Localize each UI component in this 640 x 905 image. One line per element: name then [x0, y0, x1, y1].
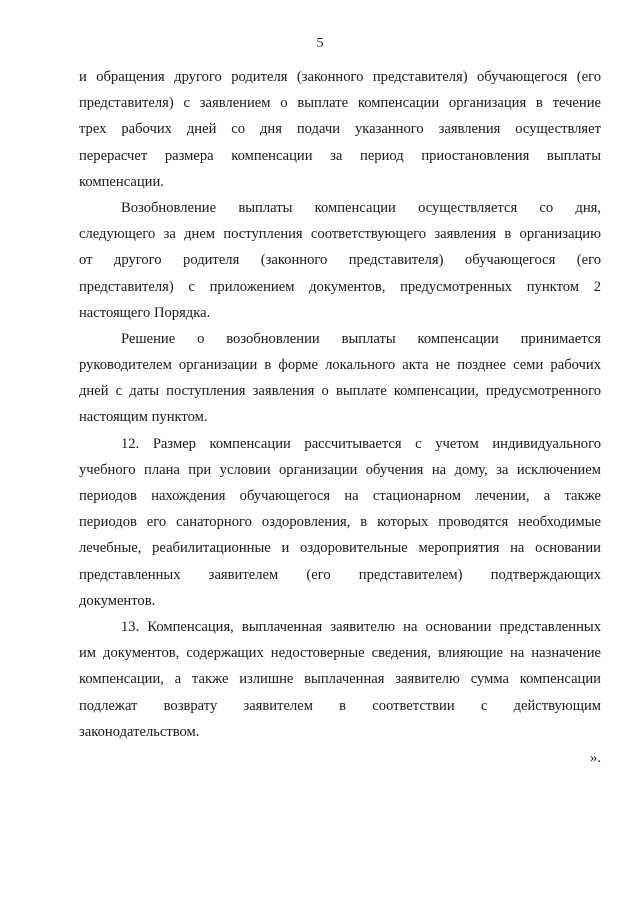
- paragraph-item-12: [79, 431, 601, 614]
- text-line: Возобновление выплаты компенсации осуществляется со дня,: [121, 199, 601, 216]
- text-line: Решение о возобновлении выплаты компенсации принимается: [121, 330, 601, 347]
- paragraph-continuation: [79, 64, 601, 195]
- text-line: лечебные, реабилитационные и оздоровительные мероприятия на основании: [79, 540, 601, 557]
- text-line: настоящего Порядка.: [79, 304, 211, 321]
- text-line: компенсации, а также излишне выплаченная заявителю сумма компенсации: [79, 671, 601, 688]
- text-line: подлежат возврату заявителем в соответствии с действующим: [79, 697, 601, 714]
- text-line: настоящим пунктом.: [79, 409, 208, 426]
- text-line: документов.: [79, 592, 156, 609]
- text-line: законодательством.: [79, 723, 200, 740]
- text-line: периодов нахождения обучающегося на стационарном лечении, а также: [79, 488, 601, 504]
- closing-quote-mark: ».: [590, 749, 601, 766]
- text-line: трех рабочих дней со дня подачи указанного заявления осуществляет: [79, 121, 601, 138]
- text-line: 13. Компенсация, выплаченная заявителю на основании представленных: [121, 618, 601, 635]
- text-line: представителя) с приложением документов, предусмотренных пунктом 2: [79, 278, 601, 295]
- text-line: представленных заявителем (его представителем) подтверждающих: [79, 566, 601, 583]
- text-line: руководителем организации в форме локального акта не позднее семи рабочих: [79, 357, 601, 374]
- document-body: [79, 64, 601, 771]
- text-line: и обращения другого родителя (законного представителя) обучающегося (его: [79, 69, 601, 85]
- text-line: им документов, содержащих недостоверные сведения, влияющие на назначение: [79, 645, 601, 662]
- text-line: от другого родителя (законного представителя) обучающегося (его: [79, 252, 601, 269]
- text-line: периодов его санаторного оздоровления, в которых проводятся необходимые: [79, 514, 601, 531]
- text-line: перерасчет размера компенсации за период приостановления выплаты: [79, 147, 601, 164]
- text-line: учебного плана при условии организации обучения на дому, за исключением: [79, 461, 601, 478]
- text-line: 12. Размер компенсации рассчитывается с учетом индивидуального: [121, 435, 601, 452]
- paragraph-decision: [79, 326, 601, 431]
- text-line: компенсации.: [79, 173, 164, 190]
- page-number: 5: [316, 36, 324, 51]
- text-line: следующего за днем поступления соответствующего заявления в организацию: [79, 226, 601, 243]
- text-line: представителя) с заявлением о выплате компенсации организация в течение: [79, 95, 601, 112]
- text-line: дней с даты поступления заявления о выплате компенсации, предусмотренного: [79, 383, 601, 400]
- paragraph-item-13: [79, 614, 601, 745]
- paragraph-resumption: [79, 195, 601, 326]
